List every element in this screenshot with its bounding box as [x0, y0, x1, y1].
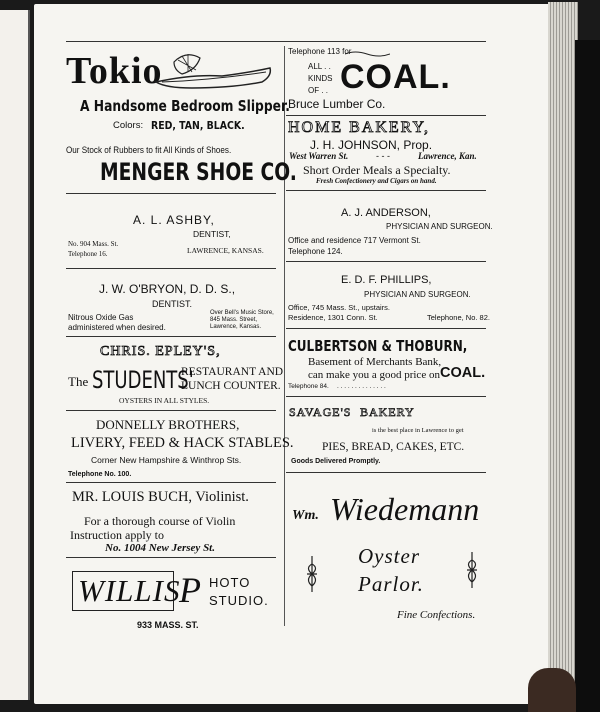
phillips-name: E. D. F. PHILLIPS, [341, 274, 432, 286]
rule [66, 336, 276, 337]
rule [286, 328, 486, 329]
book-page-edges [548, 2, 578, 692]
coal-company: Bruce Lumber Co. [288, 97, 386, 111]
phillips-role: PHYSICIAN AND SURGEON. [364, 290, 471, 299]
rule [66, 557, 276, 558]
buch-line1: For a thorough course of Violin [84, 514, 236, 528]
culbertson-line1: Basement of Merchants Bank, [308, 356, 442, 368]
donnelly-telephone: Telephone No. 100. [68, 471, 132, 478]
donnelly-corner: Corner New Hampshire & Winthrop Sts. [91, 455, 242, 465]
buch-line2: Instruction apply to [70, 528, 164, 542]
epley-line2: LUNCH COUNTER. [181, 380, 281, 392]
epley-name: CHRIS. EPLEY'S, [100, 344, 221, 359]
willis-studio: STUDIO. [209, 593, 269, 608]
culbertson-name: CULBERTSON & THOBURN, [288, 337, 468, 355]
phillips-residence: Residence, 1301 Conn. St. [288, 313, 378, 322]
savage-name: SAVAGE'S [289, 405, 352, 419]
rule [286, 472, 486, 473]
tokio-colors-label: Colors: [113, 120, 144, 131]
tokio-company: MENGER SHOE CO. [100, 158, 297, 186]
buch-name: MR. LOUIS BUCH, Violinist. [72, 489, 249, 505]
obryon-service2: administered when desired. [68, 323, 166, 332]
ornament-icon [345, 50, 390, 58]
coal-telephone: Telephone 113 for [288, 47, 352, 56]
obryon-address2: 845 Mass. Street, [210, 317, 258, 323]
coal-kinds: KINDS [308, 74, 333, 83]
facing-page-edge [0, 10, 30, 700]
willis-logo: WILLIS [78, 573, 181, 608]
ashby-role: DENTIST, [193, 229, 231, 239]
rule [286, 190, 486, 191]
coal-all: ALL . . [308, 62, 331, 71]
wiedemann-name: Wiedemann [330, 491, 480, 527]
ashby-address: No. 904 Mass. St. [68, 240, 119, 248]
wiedemann-oyster: Oyster [358, 544, 420, 568]
anderson-name: A. J. ANDERSON, [341, 207, 431, 219]
tokio-subtitle: A Handsome Bedroom Slipper. [80, 97, 290, 115]
bakery-prop: J. H. JOHNSON, Prop. [310, 138, 433, 152]
bakery-street: West Warren St. [289, 151, 349, 161]
willis-address: 933 MASS. ST. [137, 620, 199, 630]
savage-goods: PIES, BREAD, CAKES, ETC. [322, 441, 465, 453]
wiedemann-parlor: Parlor. [358, 572, 424, 596]
column-divider [284, 46, 285, 626]
phillips-office: Office, 745 Mass. St., upstairs. [288, 303, 390, 312]
bakery-dashes: - - - [376, 151, 390, 161]
savage-delivered: Goods Delivered Promptly. [291, 458, 381, 465]
obryon-role: DENTIST. [152, 299, 193, 309]
thumb [528, 668, 576, 712]
bakery-name: HOME BAKERY, [288, 119, 430, 136]
willis-p: P [179, 570, 201, 610]
tokio-rubbers: Our Stock of Rubbers to fit All Kinds of Shoes. [66, 145, 232, 155]
wiedemann-confections: Fine Confections. [397, 609, 476, 621]
rule [286, 261, 486, 262]
coal-word: COAL. [340, 58, 451, 96]
rule [66, 410, 276, 411]
obryon-address3: Lawrence, Kansas. [210, 324, 262, 330]
obryon-name: J. W. O'BRYON, D. D. S., [99, 282, 236, 296]
fleuron-icon-right [463, 552, 481, 588]
ashby-name: A. L. ASHBY, [133, 213, 215, 227]
tokio-colors: RED, TAN, BLACK. [151, 119, 245, 132]
obryon-address1: Over Bell's Music Store, [210, 310, 274, 316]
donnelly-name: DONNELLY BROTHERS, [96, 417, 240, 432]
obryon-service1: Nitrous Oxide Gas [68, 313, 134, 322]
fleuron-icon-left [303, 556, 321, 592]
culbertson-telephone: Telephone 84. [288, 383, 329, 390]
buch-address: No. 1004 New Jersey St. [105, 542, 215, 554]
culbertson-coal: COAL. [440, 365, 486, 381]
rule [286, 396, 486, 397]
savage-best: is the best place in Lawrence to get [372, 427, 464, 434]
rule [66, 482, 276, 483]
bakery-city: Lawrence, Kan. [418, 151, 477, 161]
slipper-icon [152, 48, 274, 92]
top-rule [66, 41, 486, 42]
rule [66, 193, 276, 194]
culbertson-dots: . . . . . . . . . . . . . . [337, 383, 386, 390]
willis-photo: HOTO [209, 575, 251, 590]
bakery-fresh: Fresh Confectionery and Cigars on hand. [316, 177, 437, 185]
coal-of: OF . . [308, 86, 328, 95]
ashby-city: LAWRENCE, KANSAS. [187, 246, 264, 255]
rule [66, 268, 276, 269]
bakery-meals: Short Order Meals a Specialty. [303, 163, 451, 177]
epley-line1: RESTAURANT AND [181, 366, 284, 378]
epley-the: The [68, 374, 89, 389]
anderson-office: Office and residence 717 Vermont St. [288, 236, 421, 245]
background-dark [575, 40, 600, 712]
donnelly-line: LIVERY, FEED & HACK STABLES. [71, 435, 294, 451]
anderson-telephone: Telephone 124. [288, 247, 343, 256]
wiedemann-wm: Wm. [292, 508, 319, 523]
rule [286, 115, 486, 116]
epley-students: STUDENTS' [92, 366, 194, 394]
phillips-telephone: Telephone, No. 82. [427, 313, 490, 322]
anderson-role: PHYSICIAN AND SURGEON. [386, 222, 493, 231]
culbertson-line2: can make you a good price on [308, 369, 440, 381]
ashby-telephone: Telephone 16. [68, 250, 108, 258]
tokio-title: Tokio [66, 50, 163, 92]
savage-bakery: BAKERY [360, 405, 415, 419]
epley-oysters: OYSTERS IN ALL STYLES. [119, 396, 210, 405]
